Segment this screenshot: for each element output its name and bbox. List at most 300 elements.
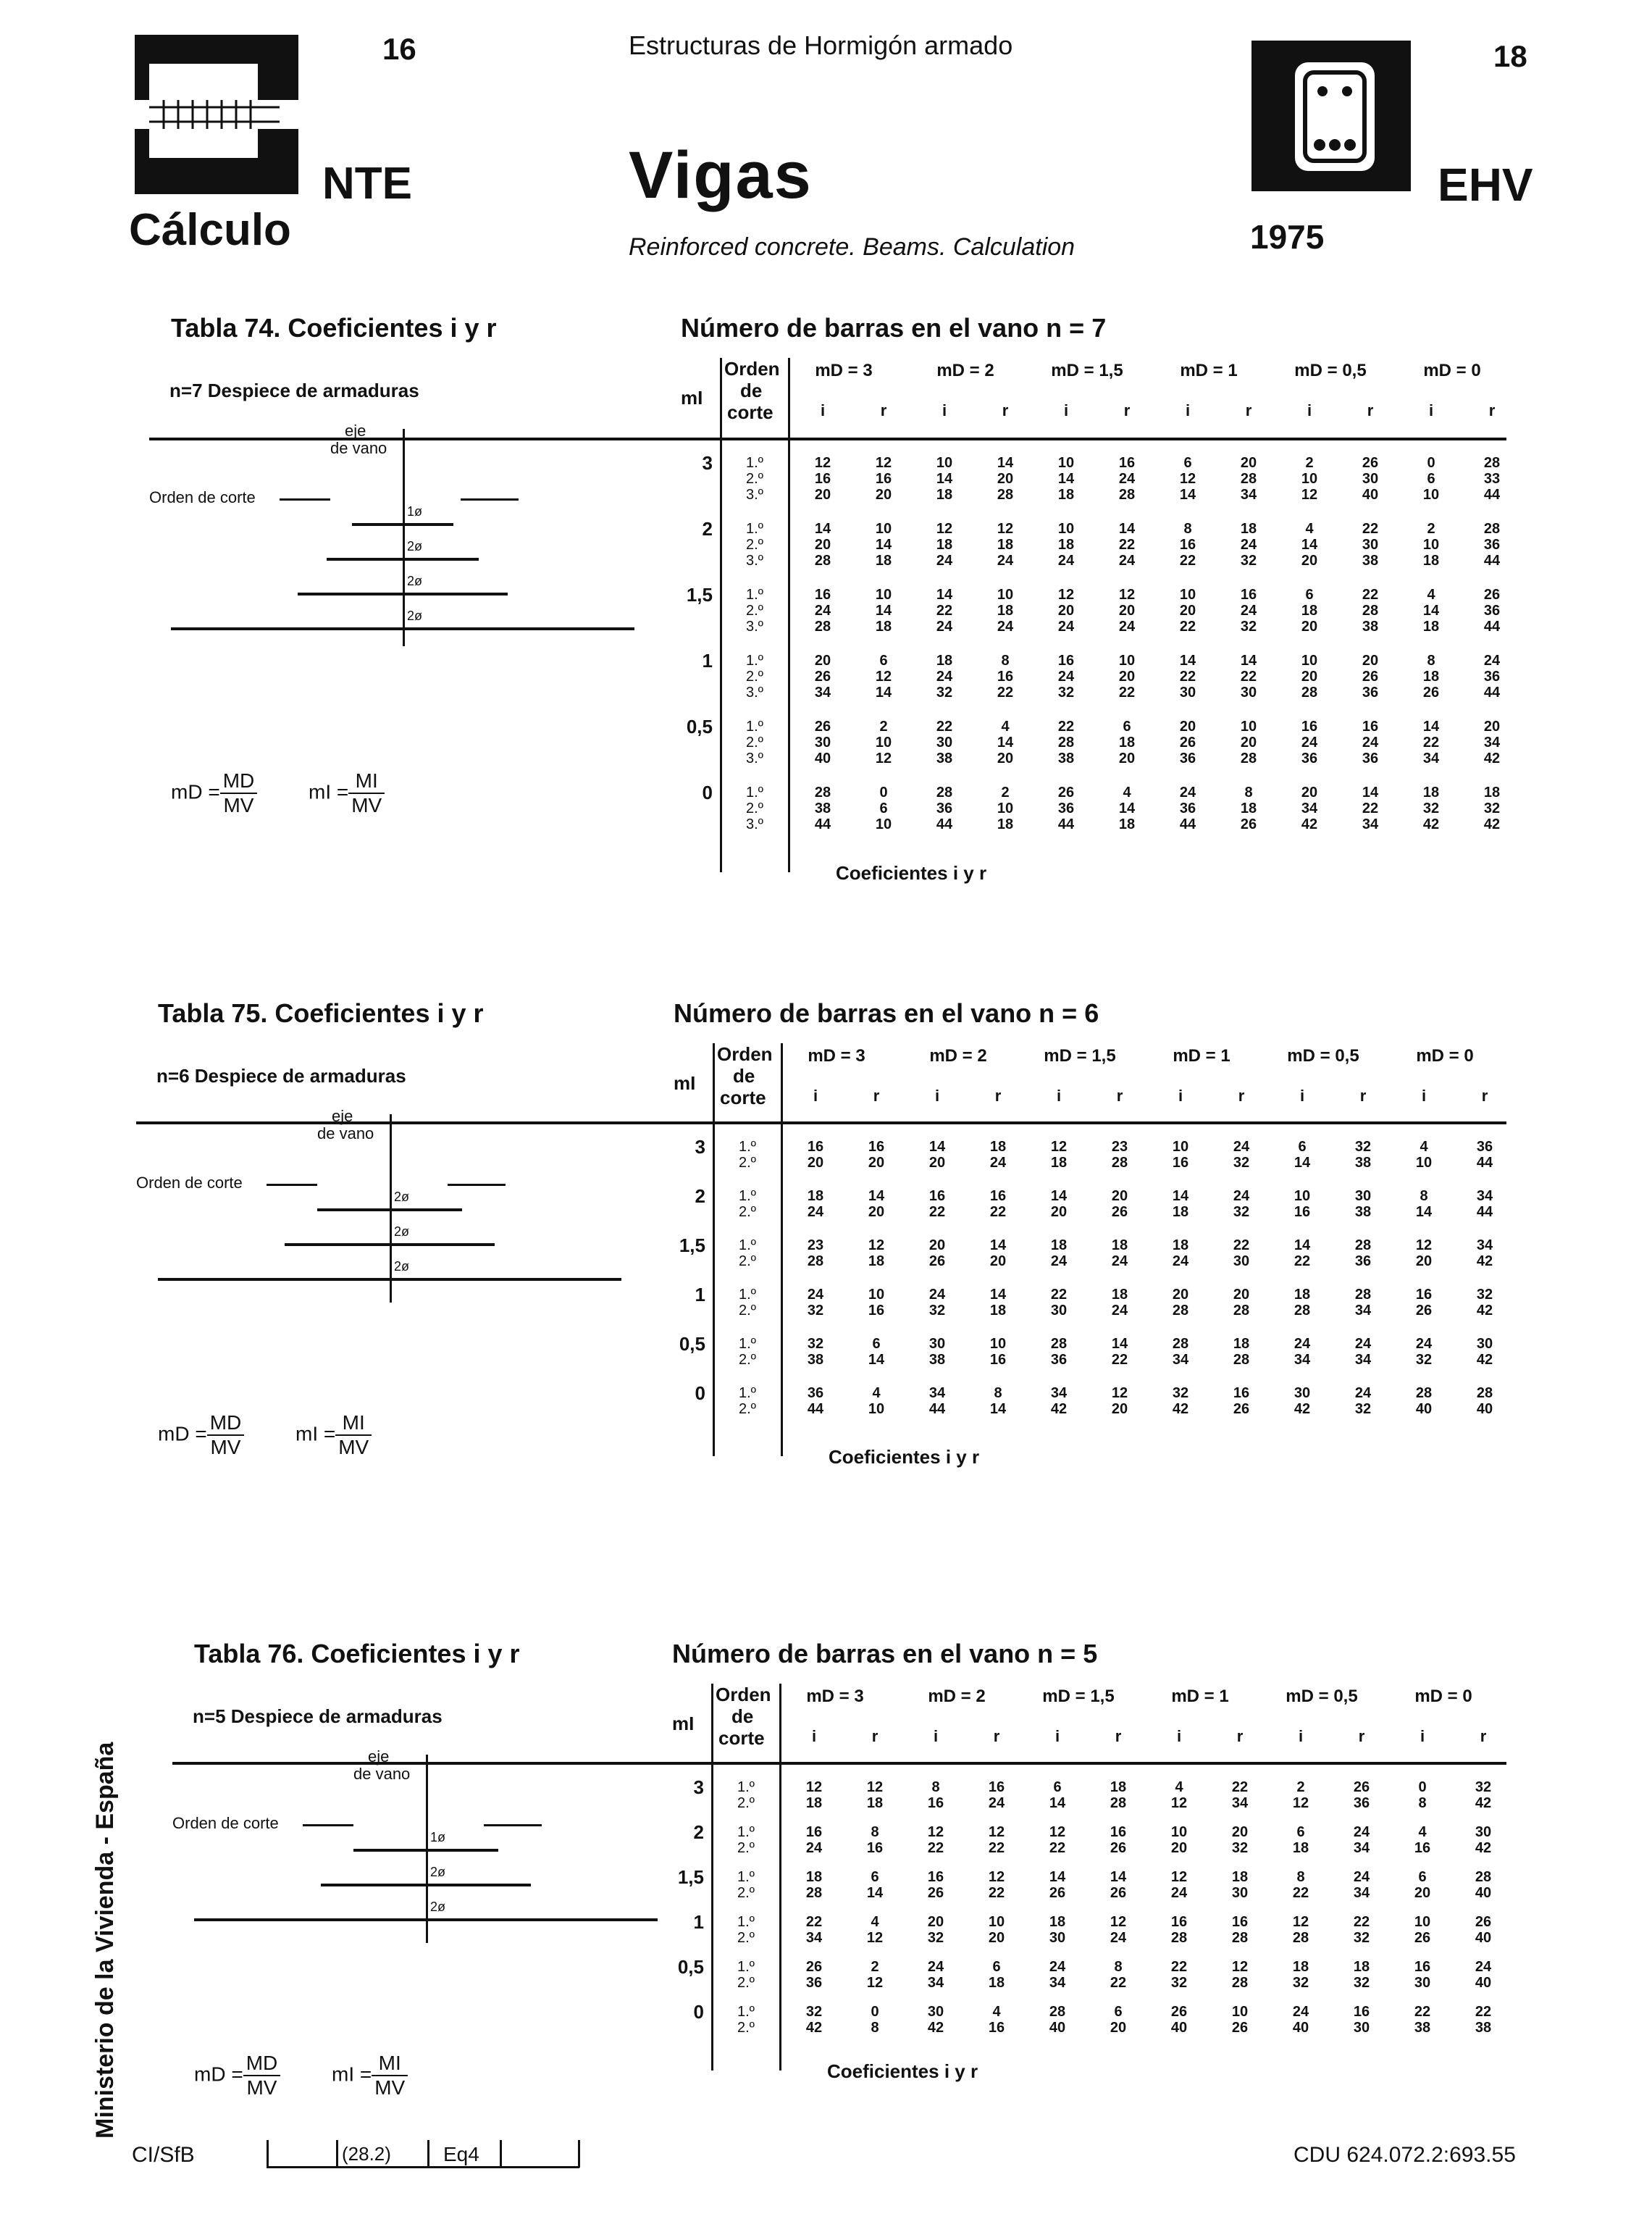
r-coefficient: 8 bbox=[1244, 785, 1253, 801]
ministry-side-label: Ministerio de la Vivienda - España bbox=[91, 1742, 119, 2139]
i-coefficient: 10 bbox=[1057, 455, 1075, 471]
r-coefficient: 33 bbox=[1483, 471, 1501, 487]
i-coefficient: 10 bbox=[1422, 487, 1440, 503]
cdu-label: CDU 624.072.2:693.55 bbox=[1293, 2143, 1516, 2167]
r-coefficient: 22 bbox=[1362, 801, 1379, 816]
i-coefficient: 20 bbox=[1301, 785, 1318, 801]
cut-marks-left bbox=[303, 1824, 353, 1826]
orden-value: 1.º bbox=[739, 1336, 756, 1352]
r-coefficient: 38 bbox=[1354, 1155, 1372, 1171]
i-coefficient: 24 bbox=[805, 1840, 823, 1856]
r-coefficient: 28 bbox=[997, 487, 1014, 503]
i-coefficient: 20 bbox=[814, 653, 831, 669]
r-coefficient: 24 bbox=[1354, 1336, 1372, 1352]
r-coefficient: 28 bbox=[1233, 1352, 1250, 1368]
i-coefficient: 40 bbox=[814, 751, 831, 766]
r-coefficient: 28 bbox=[1362, 603, 1379, 619]
i-coefficient: 38 bbox=[928, 1352, 946, 1368]
md-column-header: mD = 1 bbox=[1171, 1687, 1229, 1706]
i-coefficient: 32 bbox=[1292, 1975, 1309, 1991]
i-coefficient: 18 bbox=[1301, 603, 1318, 619]
right-page-number: 18 bbox=[1493, 39, 1527, 73]
r-coefficient: 6 bbox=[1114, 2004, 1123, 2020]
i-coefficient: 28 bbox=[814, 553, 831, 569]
i-coefficient: 44 bbox=[1057, 816, 1075, 832]
orden-value: 1.º bbox=[746, 719, 763, 735]
i-coefficient: 2 bbox=[1305, 455, 1314, 471]
cut-marks-left bbox=[280, 498, 330, 501]
r-coefficient: 16 bbox=[997, 669, 1014, 685]
i-coefficient: 20 bbox=[814, 487, 831, 503]
i-coefficient: 26 bbox=[1179, 735, 1196, 751]
r-coefficient: 24 bbox=[1475, 1959, 1492, 1975]
r-coefficient: 26 bbox=[1110, 1885, 1127, 1901]
i-coefficient: 14 bbox=[1422, 603, 1440, 619]
i-coefficient: 28 bbox=[1415, 1385, 1433, 1401]
r-coefficient: 24 bbox=[1240, 537, 1257, 553]
i-coefficient: 34 bbox=[805, 1930, 823, 1946]
orden-value: 2.º bbox=[737, 1930, 755, 1946]
i-coefficient: 42 bbox=[1172, 1401, 1189, 1417]
i-coefficient: 26 bbox=[927, 1885, 944, 1901]
orden-value: 2.º bbox=[737, 1795, 755, 1811]
r-subheader: r bbox=[1116, 1087, 1123, 1105]
orden-value: 2.º bbox=[737, 2020, 755, 2036]
i-coefficient: 20 bbox=[1301, 553, 1318, 569]
r-coefficient: 18 bbox=[989, 1303, 1007, 1319]
i-coefficient: 34 bbox=[1301, 801, 1318, 816]
mi-formula-lhs: mI = bbox=[332, 2063, 372, 2086]
i-coefficient: 18 bbox=[1050, 1237, 1068, 1253]
r-coefficient: 32 bbox=[1240, 619, 1257, 635]
i-coefficient: 8 bbox=[931, 1779, 940, 1795]
i-coefficient: 20 bbox=[928, 1155, 946, 1171]
rebar-bar bbox=[353, 1849, 498, 1852]
md-formula-lhs: mD = bbox=[194, 2063, 243, 2086]
table-title: Tabla 76. Coeficientes i y r bbox=[194, 1639, 520, 1668]
year-label: 1975 bbox=[1250, 218, 1325, 256]
r-coefficient: 18 bbox=[1240, 521, 1257, 537]
mi-header: mI bbox=[674, 1072, 696, 1094]
r-coefficient: 20 bbox=[1483, 719, 1501, 735]
r-coefficient: 12 bbox=[988, 1824, 1005, 1840]
i-coefficient: 8 bbox=[1420, 1188, 1428, 1204]
r-coefficient: 2 bbox=[871, 1959, 879, 1975]
md-column-header: mD = 1,5 bbox=[1051, 361, 1123, 380]
r-coefficient: 18 bbox=[997, 537, 1014, 553]
md-column-header: mD = 1,5 bbox=[1044, 1046, 1116, 1066]
i-coefficient: 30 bbox=[1050, 1303, 1068, 1319]
i-coefficient: 10 bbox=[1170, 1824, 1188, 1840]
orden-value: 2.º bbox=[746, 735, 763, 751]
i-coefficient: 30 bbox=[1049, 1930, 1066, 1946]
r-coefficient: 24 bbox=[1354, 1385, 1372, 1401]
r-subheader: r bbox=[1367, 401, 1374, 419]
i-coefficient: 28 bbox=[805, 1885, 823, 1901]
i-coefficient: 10 bbox=[1301, 471, 1318, 487]
i-coefficient: 26 bbox=[1170, 2004, 1188, 2020]
i-subheader: i bbox=[942, 401, 947, 419]
orden-value: 1.º bbox=[746, 587, 763, 603]
i-coefficient: 20 bbox=[927, 1914, 944, 1930]
mi-value: 1 bbox=[702, 650, 713, 672]
orden-value: 3.º bbox=[746, 553, 763, 569]
de-vano-label: de vano bbox=[317, 1124, 374, 1142]
md-denominator: MV bbox=[223, 794, 254, 816]
i-coefficient: 16 bbox=[1172, 1155, 1189, 1171]
r-coefficient: 6 bbox=[872, 1336, 881, 1352]
r-coefficient: 22 bbox=[1362, 521, 1379, 537]
i-coefficient: 2 bbox=[1296, 1779, 1305, 1795]
rebar-label: 1ø bbox=[430, 1830, 446, 1844]
r-coefficient: 38 bbox=[1362, 553, 1379, 569]
md-formula bbox=[158, 1411, 244, 1459]
r-coefficient: 18 bbox=[1110, 1779, 1127, 1795]
r-coefficient: 44 bbox=[1483, 685, 1501, 701]
r-coefficient: 18 bbox=[1231, 1869, 1249, 1885]
i-subheader: i bbox=[1307, 401, 1312, 419]
md-column-header: mD = 3 bbox=[808, 1046, 865, 1066]
i-coefficient: 12 bbox=[1415, 1237, 1433, 1253]
i-coefficient: 42 bbox=[1301, 816, 1318, 832]
md-column-header: mD = 0 bbox=[1416, 1046, 1474, 1066]
r-coefficient: 16 bbox=[989, 1352, 1007, 1368]
i-coefficient: 28 bbox=[1293, 1303, 1311, 1319]
i-coefficient: 32 bbox=[807, 1336, 824, 1352]
i-coefficient: 18 bbox=[805, 1795, 823, 1811]
i-coefficient: 6 bbox=[1305, 587, 1314, 603]
r-coefficient: 26 bbox=[1483, 587, 1501, 603]
r-subheader: r bbox=[1236, 1727, 1244, 1745]
orden-value: 2.º bbox=[737, 1975, 755, 1991]
r-coefficient: 32 bbox=[1240, 553, 1257, 569]
i-coefficient: 28 bbox=[1172, 1336, 1189, 1352]
i-coefficient: 30 bbox=[928, 1336, 946, 1352]
nte-logo bbox=[135, 35, 298, 194]
r-coefficient: 14 bbox=[875, 603, 892, 619]
mi-value: 3 bbox=[693, 1776, 704, 1798]
i-coefficient: 14 bbox=[1293, 1237, 1311, 1253]
de-header: de bbox=[740, 380, 763, 401]
r-subheader: r bbox=[1238, 1087, 1245, 1105]
mi-value: 0 bbox=[702, 782, 713, 803]
mi-fraction bbox=[335, 1411, 372, 1459]
r-coefficient: 16 bbox=[1240, 587, 1257, 603]
r-coefficient: 14 bbox=[1362, 785, 1379, 801]
i-coefficient: 22 bbox=[1050, 1287, 1068, 1303]
mi-value: 2 bbox=[702, 518, 713, 540]
r-subheader: r bbox=[1123, 401, 1131, 419]
md-denominator: MV bbox=[210, 1436, 241, 1458]
i-coefficient: 16 bbox=[1057, 653, 1075, 669]
md-fraction bbox=[220, 769, 258, 817]
r-coefficient: 20 bbox=[988, 1930, 1005, 1946]
i-coefficient: 32 bbox=[805, 2004, 823, 2020]
r-coefficient: 32 bbox=[1475, 1779, 1492, 1795]
r-subheader: r bbox=[1481, 1087, 1488, 1105]
rebar-label: 2ø bbox=[430, 1900, 446, 1914]
i-coefficient: 12 bbox=[805, 1779, 823, 1795]
orden-col-rule-left bbox=[720, 358, 722, 872]
orden-value: 1.º bbox=[746, 653, 763, 669]
mi-value: 1,5 bbox=[679, 1234, 705, 1256]
i-coefficient: 28 bbox=[1049, 2004, 1066, 2020]
i-coefficient: 14 bbox=[936, 587, 953, 603]
i-coefficient: 32 bbox=[1057, 685, 1075, 701]
i-coefficient: 26 bbox=[814, 669, 831, 685]
r-coefficient: 20 bbox=[997, 471, 1014, 487]
i-coefficient: 20 bbox=[1415, 1253, 1433, 1269]
i-coefficient: 22 bbox=[936, 603, 953, 619]
orden-corte-label: Orden de corte bbox=[136, 1174, 243, 1192]
i-coefficient: 28 bbox=[1050, 1336, 1068, 1352]
mi-value: 1,5 bbox=[677, 1866, 704, 1888]
orden-header: Orden bbox=[716, 1684, 771, 1705]
i-coefficient: 36 bbox=[1179, 751, 1196, 766]
r-coefficient: 26 bbox=[1231, 2020, 1249, 2036]
r-coefficient: 22 bbox=[1111, 1352, 1128, 1368]
i-coefficient: 16 bbox=[927, 1869, 944, 1885]
md-denominator: MV bbox=[246, 2076, 277, 2099]
i-coefficient: 34 bbox=[814, 685, 831, 701]
i-coefficient: 14 bbox=[928, 1139, 946, 1155]
i-coefficient: 16 bbox=[814, 471, 831, 487]
r-coefficient: 6 bbox=[1123, 719, 1131, 735]
r-subheader: r bbox=[1002, 401, 1009, 419]
i-coefficient: 36 bbox=[1179, 801, 1196, 816]
r-coefficient: 30 bbox=[1362, 537, 1379, 553]
i-coefficient: 14 bbox=[1422, 719, 1440, 735]
r-coefficient: 14 bbox=[868, 1352, 885, 1368]
r-coefficient: 18 bbox=[1118, 816, 1136, 832]
r-coefficient: 30 bbox=[1240, 685, 1257, 701]
r-coefficient: 28 bbox=[1118, 487, 1136, 503]
ehv-logo bbox=[1251, 41, 1411, 191]
r-coefficient: 12 bbox=[866, 1975, 884, 1991]
r-coefficient: 22 bbox=[1118, 537, 1136, 553]
orden-value: 3.º bbox=[746, 619, 763, 635]
i-coefficient: 24 bbox=[814, 603, 831, 619]
r-coefficient: 18 bbox=[997, 816, 1014, 832]
bars-count-title: Número de barras en el vano n = 5 bbox=[672, 1639, 1098, 1668]
i-coefficient: 4 bbox=[1305, 521, 1314, 537]
r-coefficient: 20 bbox=[1240, 735, 1257, 751]
r-coefficient: 12 bbox=[997, 521, 1014, 537]
cisfb-code-2: Eq4 bbox=[443, 2143, 479, 2165]
r-coefficient: 32 bbox=[1233, 1204, 1250, 1220]
i-coefficient: 10 bbox=[1172, 1139, 1189, 1155]
md-column-header: mD = 1,5 bbox=[1042, 1687, 1115, 1706]
mi-value: 2 bbox=[695, 1185, 705, 1207]
orden-value: 1.º bbox=[737, 1824, 755, 1840]
i-coefficient: 14 bbox=[1415, 1204, 1433, 1220]
i-coefficient: 22 bbox=[1422, 735, 1440, 751]
cisfb-divider bbox=[427, 2140, 429, 2168]
i-coefficient: 42 bbox=[1050, 1401, 1068, 1417]
r-coefficient: 20 bbox=[1110, 2020, 1127, 2036]
orden-value: 1.º bbox=[737, 2004, 755, 2020]
i-subheader: i bbox=[1063, 401, 1069, 419]
i-coefficient: 24 bbox=[1170, 1885, 1188, 1901]
i-coefficient: 28 bbox=[1292, 1930, 1309, 1946]
despiece-label: n=5 Despiece de armaduras bbox=[193, 1705, 443, 1727]
r-subheader: r bbox=[873, 1087, 880, 1105]
orden-value: 2.º bbox=[746, 471, 763, 487]
r-coefficient: 14 bbox=[1111, 1336, 1128, 1352]
i-coefficient: 22 bbox=[927, 1840, 944, 1856]
orden-value: 1.º bbox=[746, 521, 763, 537]
coefficients-caption: Coeficientes i y r bbox=[836, 862, 987, 884]
r-coefficient: 32 bbox=[1231, 1840, 1249, 1856]
i-coefficient: 24 bbox=[1415, 1336, 1433, 1352]
r-coefficient: 16 bbox=[868, 1139, 885, 1155]
i-coefficient: 30 bbox=[1179, 685, 1196, 701]
r-coefficient: 12 bbox=[1231, 1959, 1249, 1975]
r-coefficient: 20 bbox=[1111, 1188, 1128, 1204]
r-coefficient: 30 bbox=[1475, 1824, 1492, 1840]
md-fraction bbox=[207, 1411, 245, 1459]
r-coefficient: 40 bbox=[1362, 487, 1379, 503]
subtitle: Reinforced concrete. Beams. Calculation bbox=[629, 233, 1076, 261]
r-coefficient: 24 bbox=[997, 619, 1014, 635]
i-coefficient: 20 bbox=[814, 537, 831, 553]
r-coefficient: 42 bbox=[1476, 1303, 1493, 1319]
i-coefficient: 6 bbox=[1298, 1139, 1307, 1155]
cisfb-code-1: (28.2) bbox=[342, 2143, 391, 2165]
i-coefficient: 42 bbox=[927, 2020, 944, 2036]
md-column-header: mD = 2 bbox=[936, 361, 994, 380]
r-coefficient: 18 bbox=[1483, 785, 1501, 801]
i-coefficient: 40 bbox=[1049, 2020, 1066, 2036]
rebar-label: 2ø bbox=[407, 609, 423, 623]
orden-value: 3.º bbox=[746, 487, 763, 503]
r-coefficient: 14 bbox=[868, 1188, 885, 1204]
r-coefficient: 10 bbox=[875, 735, 892, 751]
span-axis-line bbox=[403, 429, 405, 646]
i-subheader: i bbox=[1185, 401, 1191, 419]
r-coefficient: 28 bbox=[1475, 1869, 1492, 1885]
i-coefficient: 6 bbox=[1296, 1824, 1305, 1840]
i-coefficient: 24 bbox=[1293, 1336, 1311, 1352]
r-coefficient: 32 bbox=[1353, 1975, 1370, 1991]
i-coefficient: 10 bbox=[936, 455, 953, 471]
i-coefficient: 10 bbox=[1415, 1155, 1433, 1171]
r-coefficient: 26 bbox=[1475, 1914, 1492, 1930]
r-coefficient: 36 bbox=[1362, 685, 1379, 701]
r-coefficient: 32 bbox=[1476, 1287, 1493, 1303]
r-coefficient: 26 bbox=[1110, 1840, 1127, 1856]
i-coefficient: 22 bbox=[1049, 1840, 1066, 1856]
i-subheader: i bbox=[813, 1087, 818, 1105]
r-coefficient: 22 bbox=[1353, 1914, 1370, 1930]
r-coefficient: 18 bbox=[868, 1253, 885, 1269]
r-coefficient: 30 bbox=[1354, 1188, 1372, 1204]
i-coefficient: 38 bbox=[807, 1352, 824, 1368]
i-coefficient: 12 bbox=[1292, 1795, 1309, 1811]
coefficients-caption: Coeficientes i y r bbox=[827, 2060, 978, 2082]
i-coefficient: 18 bbox=[1057, 487, 1075, 503]
i-coefficient: 36 bbox=[936, 801, 953, 816]
i-coefficient: 24 bbox=[1301, 735, 1318, 751]
i-coefficient: 12 bbox=[1301, 487, 1318, 503]
md-formula-lhs: mD = bbox=[171, 780, 220, 803]
i-coefficient: 24 bbox=[1049, 1959, 1066, 1975]
r-coefficient: 30 bbox=[1362, 471, 1379, 487]
i-coefficient: 8 bbox=[1427, 653, 1435, 669]
r-coefficient: 14 bbox=[1110, 1869, 1127, 1885]
nte-label: NTE bbox=[322, 159, 412, 209]
i-coefficient: 24 bbox=[1057, 669, 1075, 685]
despiece-label: n=6 Despiece de armaduras bbox=[156, 1065, 406, 1087]
i-coefficient: 26 bbox=[1057, 785, 1075, 801]
i-coefficient: 28 bbox=[814, 619, 831, 635]
i-coefficient: 44 bbox=[928, 1401, 946, 1417]
r-coefficient: 12 bbox=[868, 1237, 885, 1253]
r-coefficient: 16 bbox=[1233, 1385, 1250, 1401]
orden-value: 1.º bbox=[739, 1188, 756, 1204]
orden-corte-label: Orden de corte bbox=[172, 1814, 279, 1832]
i-coefficient: 18 bbox=[936, 487, 953, 503]
i-coefficient: 20 bbox=[1179, 603, 1196, 619]
r-coefficient: 36 bbox=[1354, 1253, 1372, 1269]
mi-numerator: MI bbox=[348, 769, 385, 794]
mi-value: 0 bbox=[693, 2001, 704, 2023]
i-coefficient: 20 bbox=[1050, 1204, 1068, 1220]
r-coefficient: 14 bbox=[989, 1287, 1007, 1303]
i-coefficient: 14 bbox=[1179, 653, 1196, 669]
i-coefficient: 24 bbox=[807, 1204, 824, 1220]
r-coefficient: 18 bbox=[1118, 735, 1136, 751]
i-coefficient: 28 bbox=[1172, 1303, 1189, 1319]
r-coefficient: 12 bbox=[875, 455, 892, 471]
main-title: Vigas bbox=[629, 138, 813, 212]
r-coefficient: 24 bbox=[1111, 1253, 1128, 1269]
rebar-label: 2ø bbox=[394, 1190, 410, 1204]
i-coefficient: 14 bbox=[1179, 487, 1196, 503]
bars-count-title: Número de barras en el vano n = 7 bbox=[681, 313, 1107, 343]
rebar-label: 1ø bbox=[407, 504, 423, 519]
i-subheader: i bbox=[1054, 1727, 1060, 1745]
r-coefficient: 14 bbox=[875, 685, 892, 701]
i-coefficient: 26 bbox=[1414, 1930, 1431, 1946]
r-coefficient: 16 bbox=[866, 1840, 884, 1856]
rebar-label: 2ø bbox=[430, 1865, 446, 1879]
mi-value: 0,5 bbox=[679, 1333, 705, 1355]
r-coefficient: 24 bbox=[989, 1155, 1007, 1171]
r-coefficient: 10 bbox=[1118, 653, 1136, 669]
i-coefficient: 2 bbox=[1427, 521, 1435, 537]
i-coefficient: 34 bbox=[1172, 1352, 1189, 1368]
orden-value: 3.º bbox=[746, 751, 763, 766]
corte-header: corte bbox=[718, 1727, 765, 1749]
i-coefficient: 22 bbox=[928, 1204, 946, 1220]
i-subheader: i bbox=[1176, 1727, 1182, 1745]
i-coefficient: 18 bbox=[1422, 785, 1440, 801]
r-coefficient: 30 bbox=[1233, 1253, 1250, 1269]
r-coefficient: 22 bbox=[989, 1204, 1007, 1220]
orden-value: 3.º bbox=[746, 685, 763, 701]
i-coefficient: 32 bbox=[927, 1930, 944, 1946]
cisfb-divider bbox=[336, 2140, 338, 2168]
r-coefficient: 24 bbox=[1362, 735, 1379, 751]
r-coefficient: 28 bbox=[1354, 1237, 1372, 1253]
r-coefficient: 14 bbox=[866, 1885, 884, 1901]
i-coefficient: 18 bbox=[1049, 1914, 1066, 1930]
i-coefficient: 24 bbox=[928, 1287, 946, 1303]
i-coefficient: 14 bbox=[1301, 537, 1318, 553]
r-coefficient: 10 bbox=[997, 801, 1014, 816]
orden-header: Orden bbox=[717, 1043, 773, 1065]
